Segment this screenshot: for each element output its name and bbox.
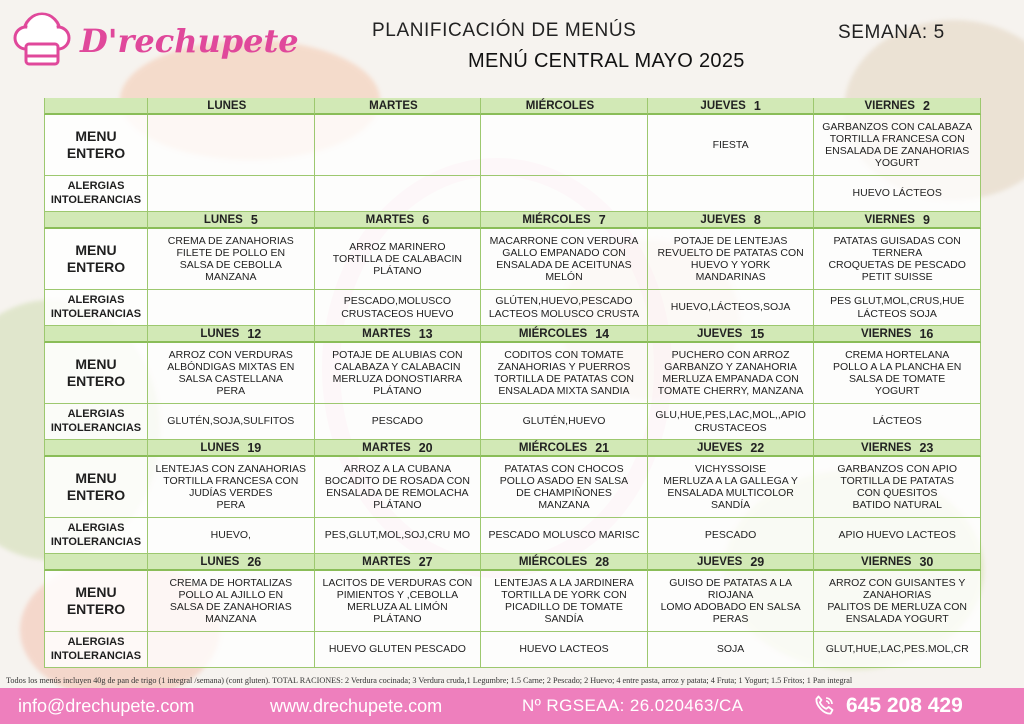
row-label-allergies: ALERGIAS INTOLERANCIAS: [44, 404, 148, 440]
header-corner: [44, 98, 148, 115]
day-header: [315, 212, 482, 229]
day-name: MIÉRCOLES: [518, 441, 588, 454]
allergens-cell: [648, 176, 815, 212]
row-label-menu: MENU ENTERO: [44, 457, 148, 518]
allergens-cell: PES,GLUT,MOL,SOJ,CRU MO: [315, 518, 482, 554]
day-header: [148, 326, 315, 343]
day-number: 9: [922, 212, 930, 227]
menu-cell: ARROZ CON VERDURAS ALBÓNDIGAS MIXTAS EN SALSA CASTELLANA PERA: [148, 343, 315, 404]
allergens-cell: GLUT,HUE,LAC,PES.MOL,CR: [814, 632, 981, 668]
day-header: [315, 98, 482, 115]
allergens-cell: [148, 176, 315, 212]
menu-cell: FIESTA: [648, 115, 815, 176]
menu-cell: MACARRONE CON VERDURA GALLO EMPANADO CON ENSALADA DE ACEITUNAS MELÓN: [481, 229, 648, 290]
day-number: 5: [250, 212, 258, 227]
day-header: [648, 326, 815, 343]
day-header: [315, 326, 482, 343]
allergens-cell: PESCADO: [648, 518, 815, 554]
day-number: 12: [247, 326, 262, 341]
menu-cell: LENTEJAS CON ZANAHORIAS TORTILLA FRANCESA CON JUDÍAS VERDES PERA: [148, 457, 315, 518]
day-header: [148, 440, 315, 457]
day-number: 6: [422, 212, 430, 227]
menu-table: [44, 98, 981, 670]
day-header: [481, 326, 648, 343]
day-name: VIERNES: [860, 555, 912, 568]
day-name: MIÉRCOLES: [525, 99, 595, 112]
day-header: [148, 98, 315, 115]
brand-logo: [10, 6, 299, 78]
allergens-cell: GLUTÉN,SOJA,SULFITOS: [148, 404, 315, 440]
footer-registry: Nº RGSEAA: 26.020463/CA: [522, 696, 744, 715]
day-number: 23: [919, 440, 934, 455]
phone-icon: [812, 694, 836, 718]
day-number: 7: [598, 212, 606, 227]
allergens-cell: HUEVO,LÁCTEOS,SOJA: [648, 290, 815, 326]
allergens-cell: GLÚTEN,HUEVO,PESCADO LACTEOS MOLUSCO CRUSTA: [481, 290, 648, 326]
menu-cell: [315, 115, 482, 176]
page-subtitle: MENÚ CENTRAL MAYO 2025: [468, 50, 745, 72]
day-name: MARTES: [369, 99, 418, 112]
header-corner: [44, 212, 148, 229]
menu-cell: VICHYSSOISE MERLUZA A LA GALLEGA Y ENSALADA MULTICOLOR SANDÍA: [648, 457, 815, 518]
row-label-menu: MENU ENTERO: [44, 571, 148, 632]
allergens-cell: HUEVO GLUTEN PESCADO: [315, 632, 482, 668]
day-header: [648, 554, 815, 571]
allergens-cell: SOJA: [648, 632, 815, 668]
day-name: MARTES: [362, 327, 411, 340]
brand-name: D'rechupete: [80, 22, 299, 60]
day-name: VIERNES: [864, 99, 915, 112]
menu-cell: [481, 115, 648, 176]
allergens-cell: PES GLUT,MOL,CRUS,HUE LÁCTEOS SOJA: [814, 290, 981, 326]
menu-cell: PATATAS CON CHOCOS POLLO ASADO EN SALSA DE CHAMPIÑONES MANZANA: [481, 457, 648, 518]
day-header: [481, 212, 648, 229]
day-header: [814, 212, 981, 229]
day-name: LUNES: [200, 441, 240, 454]
row-label-allergies: ALERGIAS INTOLERANCIAS: [44, 632, 148, 668]
day-name: VIERNES: [860, 441, 912, 454]
day-header: [315, 440, 482, 457]
day-header: [648, 212, 815, 229]
row-label-menu: MENU ENTERO: [44, 229, 148, 290]
day-number: 19: [247, 440, 262, 455]
menu-cell: [148, 115, 315, 176]
menu-cell: PATATAS GUISADAS CON TERNERA CROQUETAS DE PESCADO PETIT SUISSE: [814, 229, 981, 290]
day-header: [315, 554, 482, 571]
allergens-cell: PESCADO MOLUSCO MARISC: [481, 518, 648, 554]
allergens-cell: [148, 290, 315, 326]
header-corner: [44, 326, 148, 343]
day-name: MIÉRCOLES: [522, 213, 591, 226]
row-label-allergies: ALERGIAS INTOLERANCIAS: [44, 176, 148, 212]
day-name: MARTES: [362, 441, 411, 454]
footer-phone-link[interactable]: 645 208 429: [846, 694, 963, 717]
allergens-cell: HUEVO LÁCTEOS: [814, 176, 981, 212]
day-number: 22: [750, 440, 765, 455]
day-number: 29: [750, 554, 765, 569]
menu-cell: POTAJE DE LENTEJAS REVUELTO DE PATATAS CON HUEVO Y YORK MANDARINAS: [648, 229, 815, 290]
day-number: 16: [919, 326, 934, 341]
menu-cell: CREMA DE ZANAHORIAS FILETE DE POLLO EN SALSA DE CEBOLLA MANZANA: [148, 229, 315, 290]
footer-email-link[interactable]: info@drechupete.com: [18, 695, 195, 716]
menu-cell: POTAJE DE ALUBIAS CON CALABAZA Y CALABACIN MERLUZA DONOSTIARRA PLÁTANO: [315, 343, 482, 404]
menu-cell: GUISO DE PATATAS A LA RIOJANA LOMO ADOBADO EN SALSA PERAS: [648, 571, 815, 632]
menu-cell: ARROZ A LA CUBANA BOCADITO DE ROSADA CON ENSALADA DE REMOLACHA PLÁTANO: [315, 457, 482, 518]
day-name: VIERNES: [860, 327, 912, 340]
allergens-cell: HUEVO LACTEOS: [481, 632, 648, 668]
day-header: [148, 212, 315, 229]
day-number: 8: [753, 212, 761, 227]
day-number: 27: [418, 554, 433, 569]
day-name: JUEVES: [696, 327, 743, 340]
day-number: 30: [919, 554, 934, 569]
footer-website-link[interactable]: www.drechupete.com: [270, 695, 443, 716]
row-label-menu: MENU ENTERO: [44, 115, 148, 176]
day-name: MARTES: [365, 213, 415, 226]
header-corner: [44, 440, 148, 457]
menu-cell: GARBANZOS CON CALABAZA TORTILLA FRANCESA CON ENSALADA DE ZANAHORIAS YOGURT: [814, 115, 981, 176]
day-number: 21: [595, 440, 610, 455]
menu-cell: GARBANZOS CON APIO TORTILLA DE PATATAS CON QUESITOS BATIDO NATURAL: [814, 457, 981, 518]
row-label-allergies: ALERGIAS INTOLERANCIAS: [44, 290, 148, 326]
chef-hat-icon: [12, 10, 72, 74]
menu-cell: CODITOS CON TOMATE ZANAHORIAS Y PUERROS TORTILLA DE PATATAS CON ENSALADA MIXTA SANDIA: [481, 343, 648, 404]
header-corner: [44, 554, 148, 571]
day-number: 2: [922, 98, 930, 113]
week-label: SEMANA: 5: [838, 22, 945, 43]
allergens-cell: GLU,HUE,PES,LAC,MOL,,APIO CRUSTACEOS: [648, 404, 815, 440]
day-name: LUNES: [200, 555, 240, 568]
row-label-menu: MENU ENTERO: [44, 343, 148, 404]
menu-cell: LENTEJAS A LA JARDINERA TORTILLA DE YORK CON PICADILLO DE TOMATE SANDÍA: [481, 571, 648, 632]
day-number: 13: [418, 326, 433, 341]
day-header: [481, 440, 648, 457]
menu-cell: ARROZ CON GUISANTES Y ZANAHORIAS PALITOS DE MERLUZA CON ENSALADA YOGURT: [814, 571, 981, 632]
day-header: [481, 98, 648, 115]
menu-cell: CREMA DE HORTALIZAS POLLO AL AJILLO EN SALSA DE ZANAHORIAS MANZANA: [148, 571, 315, 632]
day-name: LUNES: [200, 327, 240, 340]
allergens-cell: APIO HUEVO LACTEOS: [814, 518, 981, 554]
day-header: [814, 554, 981, 571]
day-number: 26: [247, 554, 262, 569]
allergens-cell: PESCADO: [315, 404, 482, 440]
day-number: 1: [753, 98, 761, 113]
footnote: Todos los menús incluyen 40g de pan de trigo (1 integral /semana) (cont gluten). TOTAL RACIONES: 2 Verdura cocinada; 3 Verdura cruda,1 Legumbre; 1.5 Carne; 2 Pescado; 2 Huevo; 4 entre pasta, arroz y patata; 4 Fruta; 1 Yogurt; 1.5 Fritos; 1 Pan integral: [6, 676, 853, 685]
day-name: MARTES: [362, 555, 411, 568]
allergens-cell: HUEVO,: [148, 518, 315, 554]
day-header: [814, 440, 981, 457]
day-name: JUEVES: [696, 555, 743, 568]
menu-cell: LACITOS DE VERDURAS CON PIMIENTOS Y ,CEBOLLA MERLUZA AL LIMÓN PLÁTANO: [315, 571, 482, 632]
day-number: 28: [595, 554, 610, 569]
day-name: JUEVES: [700, 99, 746, 112]
day-name: LUNES: [207, 99, 247, 112]
day-name: JUEVES: [696, 441, 743, 454]
allergens-cell: [148, 632, 315, 668]
day-header: [648, 440, 815, 457]
day-name: MIÉRCOLES: [518, 555, 588, 568]
menu-cell: ARROZ MARINERO TORTILLA DE CALABACIN PLÁTANO: [315, 229, 482, 290]
day-number: 20: [418, 440, 433, 455]
menu-cell: PUCHERO CON ARROZ GARBANZO Y ZANAHORIA MERLUZA EMPANADA CON TOMATE CHERRY, MANZANA: [648, 343, 815, 404]
menu-cell: CREMA HORTELANA POLLO A LA PLANCHA EN SALSA DE TOMATE YOGURT: [814, 343, 981, 404]
day-name: JUEVES: [700, 213, 746, 226]
day-name: VIERNES: [864, 213, 915, 226]
day-header: [481, 554, 648, 571]
row-label-allergies: ALERGIAS INTOLERANCIAS: [44, 518, 148, 554]
day-number: 15: [750, 326, 765, 341]
day-header: [148, 554, 315, 571]
page-title: PLANIFICACIÓN DE MENÚS: [372, 20, 637, 41]
day-name: MIÉRCOLES: [518, 327, 588, 340]
day-name: LUNES: [203, 213, 243, 226]
day-number: 14: [595, 326, 610, 341]
allergens-cell: PESCADO,MOLUSCO CRUSTACEOS HUEVO: [315, 290, 482, 326]
allergens-cell: GLUTÉN,HUEVO: [481, 404, 648, 440]
day-header: [814, 98, 981, 115]
allergens-cell: [315, 176, 482, 212]
footer-bar: [0, 688, 1024, 724]
allergens-cell: LÁCTEOS: [814, 404, 981, 440]
allergens-cell: [481, 176, 648, 212]
day-header: [814, 326, 981, 343]
day-header: [648, 98, 815, 115]
